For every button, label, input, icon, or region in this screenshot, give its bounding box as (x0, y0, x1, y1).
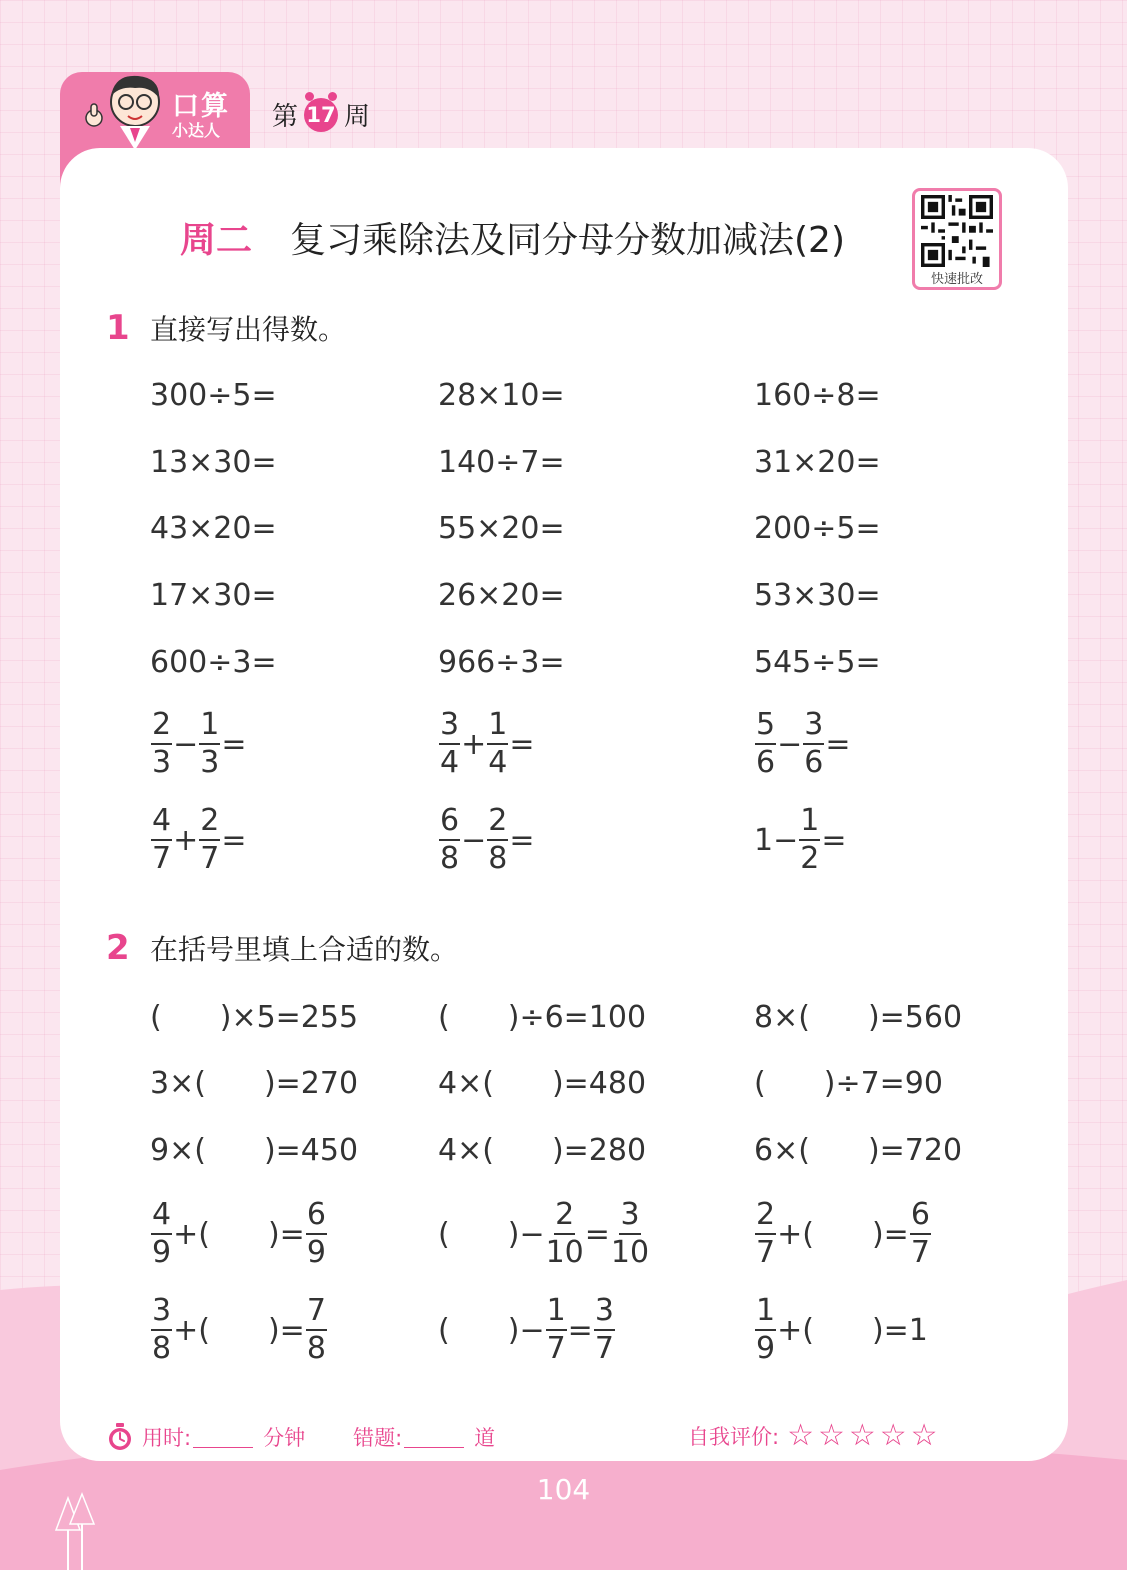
problem-1-3: 160÷8= (754, 378, 881, 413)
footer-time-errors (106, 1422, 495, 1452)
fill-problem-1-1: ( ) ×5=255 (150, 1000, 359, 1035)
qr-code[interactable] (912, 188, 1002, 290)
fraction: $\frac{1}{9}$ (756, 1293, 776, 1366)
fill-problem-1-3: 8× ( ) =560 (754, 1000, 963, 1035)
fraction: $\frac{2}{8}$ (488, 803, 508, 876)
fraction: $\frac{1}{2}$ (800, 803, 820, 876)
fraction-problem-1-1: $\frac{2}{3}$ − $\frac{1}{3}$ = (152, 707, 247, 780)
fraction: $\frac{2}{7}$ (756, 1197, 776, 1270)
fraction-problem-2-3: 1 − $\frac{1}{2}$ = (754, 803, 847, 876)
fraction-problem-1-3: $\frac{5}{6}$ − $\frac{3}{6}$ = (756, 707, 851, 780)
qr-code-icon (921, 195, 993, 267)
footer-self-rating (688, 1418, 942, 1453)
problem-5-1: 600÷3= (150, 645, 277, 680)
title-day: 周二 (180, 220, 253, 261)
problem-3-2: 55×20= (438, 511, 565, 546)
fill-problem-3-2: 4× ( ) =280 (438, 1133, 647, 1168)
fraction-problem-2-2: $\frac{6}{8}$ − $\frac{2}{8}$ = (440, 803, 535, 876)
fraction: $\frac{6}{7}$ (910, 1197, 930, 1270)
problem-2-1: 13×30= (150, 445, 277, 480)
tree-decoration-icon (52, 1490, 102, 1570)
time-input-blank[interactable] (193, 1427, 253, 1448)
fill-problem-3-3: 6× ( ) =720 (754, 1133, 963, 1168)
problem-1-1: 300÷5= (150, 378, 277, 413)
problem-1-2: 28×10= (438, 378, 565, 413)
week-prefix: 第 (272, 102, 299, 132)
worksheet-card (60, 148, 1068, 1461)
time-label: 用时: (142, 1426, 192, 1450)
week-suffix: 周 (344, 102, 371, 132)
errors-unit: 道 (474, 1426, 496, 1450)
problem-4-1: 17×30= (150, 578, 277, 613)
section-2-instruction: 在括号里填上合适的数。 (150, 933, 459, 966)
fill-problem-2-3: ( ) ÷7=90 (754, 1066, 943, 1101)
fraction: $\frac{1}{4}$ (488, 707, 508, 780)
rating-label: 自我评价: (688, 1424, 780, 1449)
fraction: $\frac{6}{8}$ (440, 803, 460, 876)
errors-input-blank[interactable] (404, 1427, 464, 1448)
section-2-heading (106, 928, 458, 968)
section-1-number: 1 (106, 308, 130, 348)
week-number-badge: 17 (304, 98, 338, 132)
problem-2-2: 140÷7= (438, 445, 565, 480)
fraction: $\frac{3}{10}$ (610, 1197, 650, 1270)
fraction: $\frac{3}{7}$ (594, 1293, 614, 1366)
problem-4-2: 26×20= (438, 578, 565, 613)
problem-4-3: 53×30= (754, 578, 881, 613)
week-label (272, 96, 370, 133)
fraction: $\frac{4}{9}$ (152, 1197, 172, 1270)
fill-problem-1-2: ( ) ÷6=100 (438, 1000, 647, 1035)
fraction: $\frac{3}{6}$ (804, 707, 824, 780)
fill-problem-2-2: 4× ( ) =480 (438, 1066, 647, 1101)
fraction: $\frac{2}{7}$ (200, 803, 220, 876)
errors-label: 错题: (353, 1426, 403, 1450)
section-2-number: 2 (106, 928, 130, 968)
fraction: $\frac{2}{3}$ (152, 707, 172, 780)
fill-problem-2-1: 3× ( ) =270 (150, 1066, 359, 1101)
page-title (180, 212, 845, 263)
fill-fraction-problem-2-1: $\frac{3}{8}$ + ( ) = $\frac{7}{8}$ (152, 1293, 326, 1366)
problem-3-1: 43×20= (150, 511, 277, 546)
fraction: $\frac{4}{7}$ (152, 803, 172, 876)
problem-2-3: 31×20= (754, 445, 881, 480)
fraction: $\frac{1}{3}$ (200, 707, 220, 780)
problem-3-3: 200÷5= (754, 511, 881, 546)
title-text: 复习乘除法及同分母分数加减法(2) (290, 220, 846, 261)
fraction: $\frac{2}{10}$ (545, 1197, 584, 1270)
fraction: $\frac{6}{9}$ (306, 1197, 326, 1270)
fill-fraction-problem-1-3: $\frac{2}{7}$ + ( ) = $\frac{6}{7}$ (756, 1197, 930, 1270)
page-number: 104 (536, 1473, 591, 1506)
fill-problem-3-1: 9× ( ) =450 (150, 1133, 359, 1168)
section-1-heading (106, 308, 346, 348)
fraction: $\frac{5}{6}$ (756, 707, 776, 780)
mascot-boy-icon (80, 72, 170, 152)
fraction: $\frac{1}{7}$ (546, 1293, 566, 1366)
rating-stars[interactable]: ☆☆☆☆☆ (787, 1418, 942, 1453)
stopwatch-icon (106, 1422, 134, 1452)
fill-fraction-problem-2-3: $\frac{1}{9}$ + ( ) =1 (756, 1293, 928, 1366)
fill-fraction-problem-1-2: ( ) − $\frac{2}{10}$ = $\frac{3}{10}$ (438, 1197, 650, 1270)
fraction-problem-2-1: $\frac{4}{7}$ + $\frac{2}{7}$ = (152, 803, 247, 876)
problem-5-3: 545÷5= (754, 645, 881, 680)
fraction: $\frac{3}{4}$ (440, 707, 460, 780)
fraction: $\frac{3}{8}$ (152, 1293, 172, 1366)
tab-subtitle: 小达人 (172, 121, 221, 140)
problem-5-2: 966÷3= (438, 645, 565, 680)
fill-fraction-problem-1-1: $\frac{4}{9}$ + ( ) = $\frac{6}{9}$ (152, 1197, 326, 1270)
tab-title: 口算 (172, 91, 230, 122)
fill-fraction-problem-2-2: ( ) − $\frac{1}{7}$ = $\frac{3}{7}$ (438, 1293, 614, 1366)
time-unit: 分钟 (263, 1426, 306, 1450)
section-1-instruction: 直接写出得数。 (150, 313, 347, 346)
qr-caption: 快速批改 (930, 272, 983, 287)
fraction: $\frac{7}{8}$ (306, 1293, 326, 1366)
fraction-problem-1-2: $\frac{3}{4}$ + $\frac{1}{4}$ = (440, 707, 535, 780)
